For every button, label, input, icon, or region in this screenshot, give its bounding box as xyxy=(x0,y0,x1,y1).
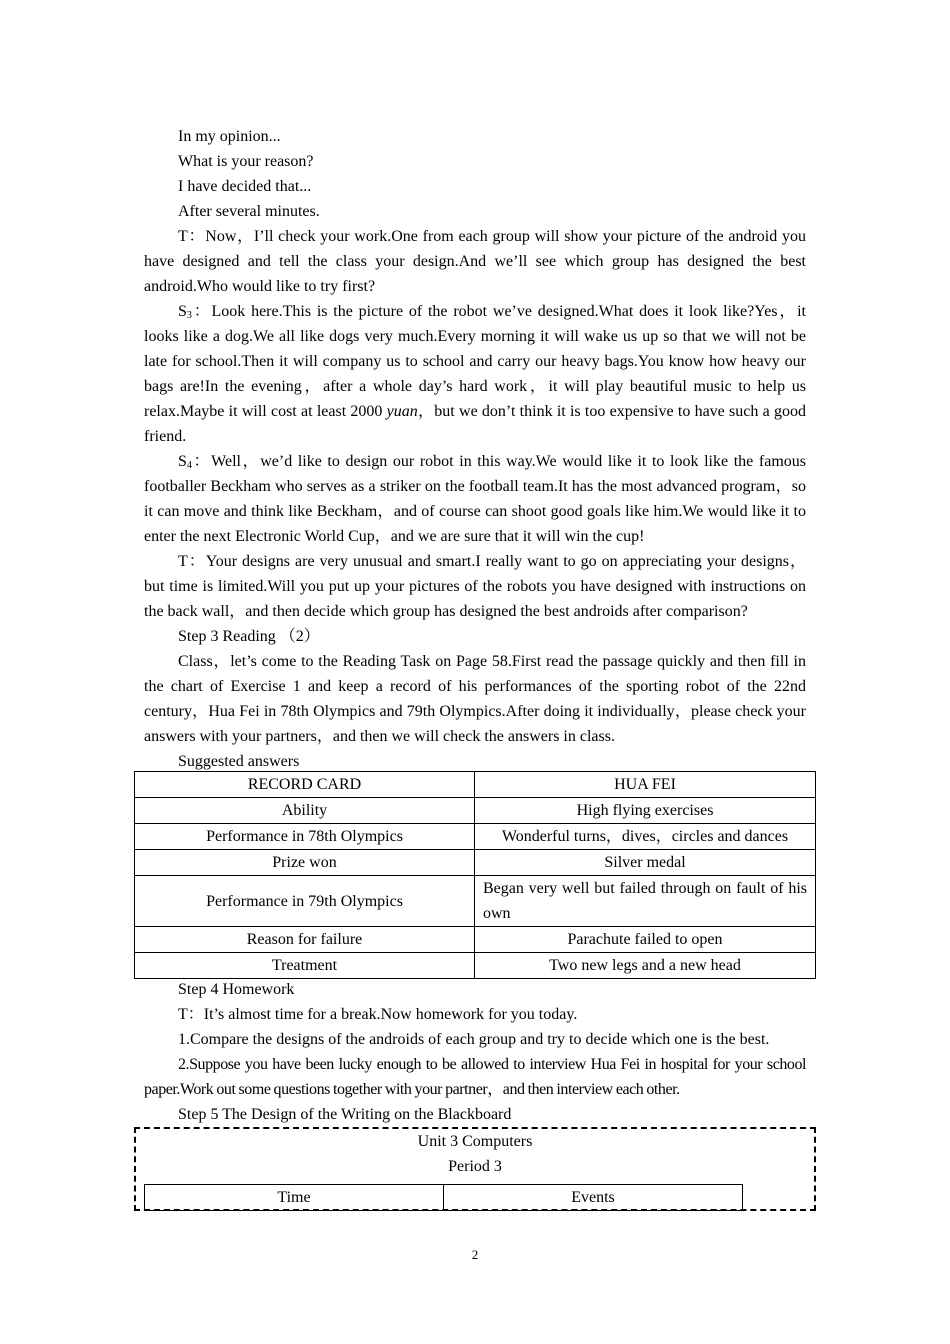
table-header-row xyxy=(145,1185,743,1211)
table-cell: Performance in 78th Olympics xyxy=(135,824,475,850)
homework-item-1: 1.Compare the designs of the androids of each group and try to decide which one is the best. xyxy=(178,1031,770,1048)
table-header-cell: RECORD CARD xyxy=(135,772,475,798)
table-cell: Wonderful turns，dives，circles and dances xyxy=(475,824,816,850)
table-cell: Reason for failure xyxy=(135,927,475,953)
table-cell: Two new legs and a new head xyxy=(475,953,816,979)
table-row xyxy=(135,953,816,979)
homework-item-2: 2.Suppose you have been lucky enough to be allowed to interview Hua Fei in hospital for your school paper.Work out some questions together with your partner，and then interview each other. xyxy=(144,1056,806,1098)
student-4-paragraph xyxy=(144,449,806,549)
speaker-subscript: 3 xyxy=(186,310,192,321)
table-cell: Began very well but failed through on fault of his own xyxy=(475,876,816,927)
time-events-table xyxy=(144,1184,743,1211)
italic-word: yuan xyxy=(386,403,418,420)
speaker-label: S xyxy=(178,453,187,470)
teacher-paragraph-3: T：It’s almost time for a break.Now homework for you today. xyxy=(178,1006,578,1023)
intro-line: I have decided that... xyxy=(178,178,312,195)
step-5-heading: Step 5 The Design of the Writing on the Blackboard xyxy=(178,1106,512,1123)
suggested-answers-label: Suggested answers xyxy=(178,753,300,770)
table-row xyxy=(135,850,816,876)
table-cell: Silver medal xyxy=(475,850,816,876)
table-row xyxy=(135,824,816,850)
paragraph-text: ：Well，we’d like to design our robot in this way.We would like it to look like the famous footballer Beckham who serves as a striker on the football team.It has the most advanced program，so it can move and think like Beckham，and of course can shoot good goals like him.We would like it to enter the next Electronic World Cup，and we are sure that it will win the cup! xyxy=(144,453,807,545)
table-row xyxy=(135,876,816,927)
speaker-subscript: 4 xyxy=(186,460,192,471)
intro-line: After several minutes. xyxy=(178,203,320,220)
page-number: 2 xyxy=(471,1247,479,1262)
student-3-paragraph xyxy=(144,299,806,449)
table-cell: Parachute failed to open xyxy=(475,927,816,953)
speaker-label: S xyxy=(178,303,187,320)
table-cell: High flying exercises xyxy=(475,798,816,824)
time-column-header: Time xyxy=(145,1185,444,1211)
board-title: Unit 3 Computers xyxy=(417,1133,533,1150)
events-column-header: Events xyxy=(444,1185,743,1211)
board-period: Period 3 xyxy=(448,1158,502,1175)
teacher-paragraph-1: T：Now，I’ll check your work.One from each group will show your picture of the android you have designed and tell the class your design.And we’ll see which group has designed the best android.Who would like to try first? xyxy=(144,228,806,295)
paragraph-text: ，but we don’t think it is too expensive to have such a good friend. xyxy=(144,403,806,445)
record-card-table xyxy=(134,771,816,979)
lesson-text xyxy=(144,124,806,774)
table-cell: Ability xyxy=(135,798,475,824)
step-4-heading: Step 4 Homework xyxy=(178,981,295,998)
table-row xyxy=(135,927,816,953)
homework-section xyxy=(144,977,806,1127)
table-header-row xyxy=(135,772,816,798)
table-cell: Performance in 79th Olympics xyxy=(135,876,475,927)
reading-instructions: Class，let’s come to the Reading Task on Page 58.First read the passage quickly and then fill in the chart of Exercise 1 and keep a record of his performances of the sporting robot of the 22nd century，Hua Fei in 78th Olympics and 79th Olympics.After doing it individually，please check your answers with your partners，and then we will check the answers in class. xyxy=(144,653,806,745)
table-cell: Treatment xyxy=(135,953,475,979)
table-cell: Prize won xyxy=(135,850,475,876)
teacher-paragraph-2: T：Your designs are very unusual and smart.I really want to go on appreciating your designs，but time is limited.Will you put up your pictures of the robots you have designed with instructions on the back wall，and then decide which group has designed the best androids after comparison? xyxy=(144,553,806,620)
blackboard-design-box xyxy=(134,1127,816,1211)
intro-line: In my opinion... xyxy=(178,128,281,145)
intro-line: What is your reason? xyxy=(178,153,314,170)
paragraph-text: ：Look here.This is the picture of the robot we’ve designed.What does it look like?Yes，it looks like a dog.We all like dogs very much.Every morning it will wake us up so that we will not be late for school.Then it will company us to school and carry our heavy bags.You know how heavy our bags are!In the evening，after a whole day’s hard work，it will play beautiful music to help us relax.Maybe it will cost at least 2000 xyxy=(144,303,807,420)
table-row xyxy=(135,798,816,824)
table-header-cell: HUA FEI xyxy=(475,772,816,798)
step-3-heading: Step 3 Reading （2） xyxy=(178,628,320,645)
